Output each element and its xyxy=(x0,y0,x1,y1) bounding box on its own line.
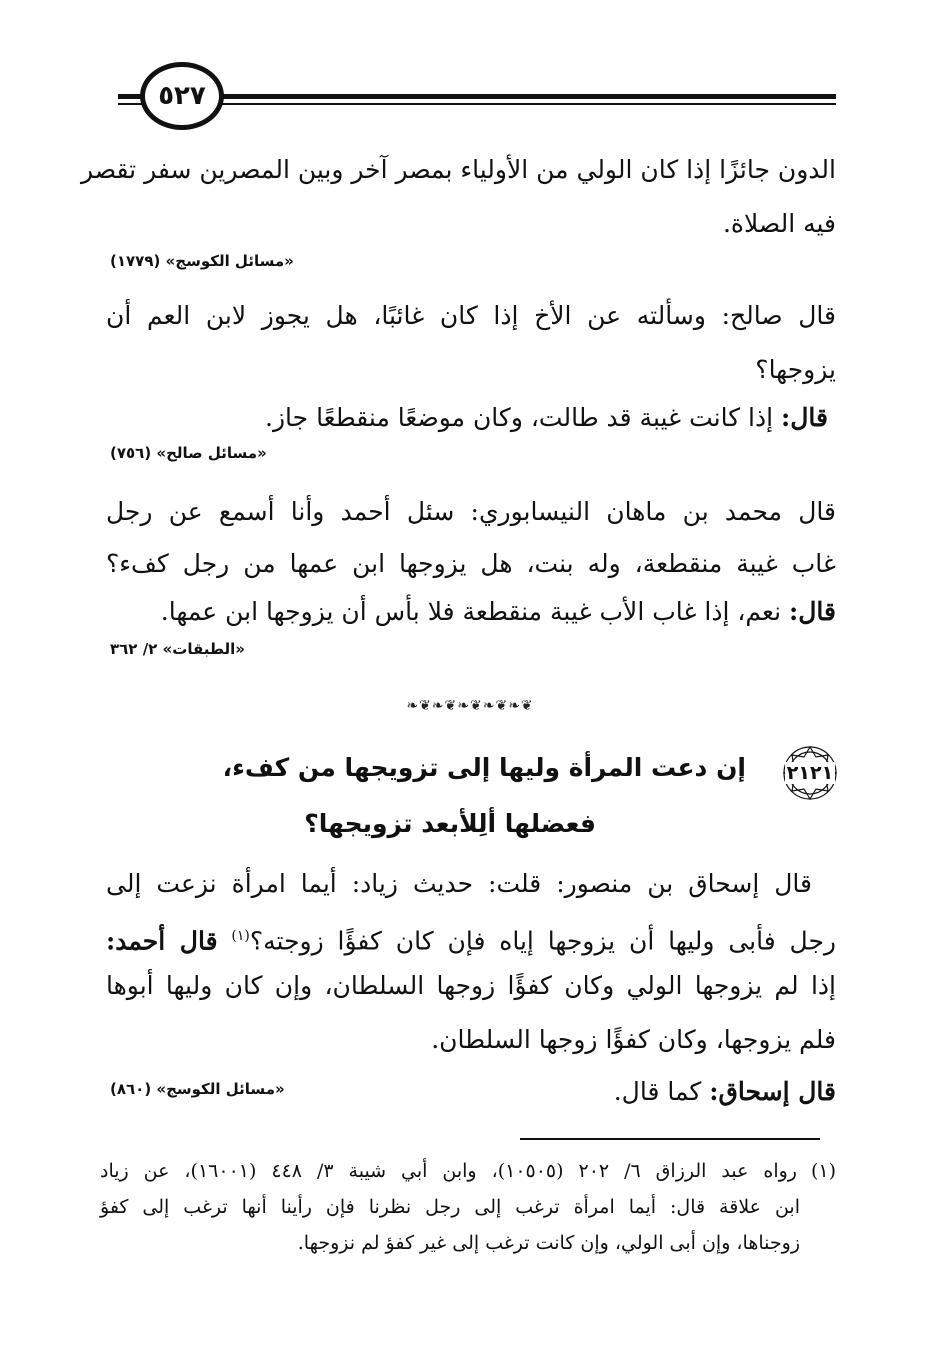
footnote-number: (١) xyxy=(810,1160,837,1182)
paragraph-line xyxy=(106,918,836,959)
answer-line xyxy=(106,594,836,630)
answer-text: كما قال. xyxy=(613,1077,702,1106)
paragraph-line: غاب غيبة منقطعة، وله بنت، هل يزوجها ابن عمها من رجل كفء؟ xyxy=(106,549,836,578)
paragraph-line: فيه الصلاة. xyxy=(722,209,836,238)
paragraph-line: قال إسحاق بن منصور: قلت: حديث زياد: أيما امرأة نزعت إلى xyxy=(106,869,812,898)
paragraph-line: فلم يزوجها، وكان كفؤًا زوجها السلطان. xyxy=(431,1025,836,1054)
footnote-rule xyxy=(520,1138,820,1140)
footnote-line: ابن علاقة قال: أيما امرأة ترغب إلى رجل نظرنا فإن رأينا أنها ترغب إلى كفؤ xyxy=(100,1196,800,1218)
answer-text: إذا كانت غيبة قد طالت، وكان موضعًا منقطعًا جاز. xyxy=(265,403,774,432)
answer-label: قال: xyxy=(781,403,828,432)
paragraph-line: قال محمد بن ماهان النيسابوري: سئل أحمد وأنا أسمع عن رجل xyxy=(106,497,836,526)
page-number-text: ٥٢٧ xyxy=(158,81,206,111)
answer-label: قال: xyxy=(789,597,836,626)
footnote-text: رواه عبد الرزاق ٦/ ٢٠٢ (١٠٥٠٥)، وابن أبي شيبة ٣/ ٤٤٨ (١٦٠٠١)، عن زياد xyxy=(100,1160,797,1182)
header-rule xyxy=(118,94,836,99)
source-citation: «مسائل صالح» (٧٥٦) xyxy=(110,444,267,462)
answer-line xyxy=(400,1074,836,1110)
issue-heading: إن دعت المرأة وليها إلى تزويجها من كفء، xyxy=(222,753,746,782)
speaker-label: قال أحمد: xyxy=(106,926,218,956)
source-citation: «مسائل الكوسج» (١٧٧٩) xyxy=(110,252,294,270)
paragraph-line: إذا لم يزوجها الولي وكان كفؤًا زوجها السلطان، وإن كان وليها أبوها xyxy=(106,971,836,1000)
paragraph-line: قال صالح: وسألته عن الأخ إذا كان غائبًا، هل يجوز لابن العم أن xyxy=(106,301,836,330)
ornament-divider: ❧❦❧❦❧❦❧❦❧❦ xyxy=(406,698,534,714)
source-citation: «الطبقات» ٢/ ٣٦٢ xyxy=(110,640,245,658)
paragraph-line: يزوجها؟ xyxy=(755,355,836,384)
page-number xyxy=(140,62,224,130)
issue-number-badge xyxy=(782,745,838,801)
issue-number: ٢١٢١ xyxy=(786,762,834,784)
paragraph-line: الدون جائزًا إذا كان الولي من الأولياء بمصر آخر وبين المصرين سفر تقصر xyxy=(81,155,836,184)
speaker-label: قال إسحاق: xyxy=(709,1077,836,1106)
source-citation: «مسائل الكوسج» (٨٦٠) xyxy=(110,1080,285,1098)
header-rule-thin xyxy=(118,103,836,105)
answer-line xyxy=(106,400,828,436)
footnote-line: زوجناها، وإن أبى الولي، وإن كانت ترغب إلى غير كفؤ لم نزوجها. xyxy=(297,1232,800,1254)
footnote-line xyxy=(100,1156,836,1186)
paragraph-text: رجل فأبى وليها أن يزوجها إياه فإن كان كفؤًا زوجته؟ xyxy=(249,926,837,956)
answer-text: نعم، إذا غاب الأب غيبة منقطعة فلا بأس أن يزوجها ابن عمها. xyxy=(160,597,782,626)
footnote-marker[interactable]: (١) xyxy=(231,928,250,944)
issue-heading: فعضلها ألِلأبعد تزويجها؟ xyxy=(304,809,596,838)
